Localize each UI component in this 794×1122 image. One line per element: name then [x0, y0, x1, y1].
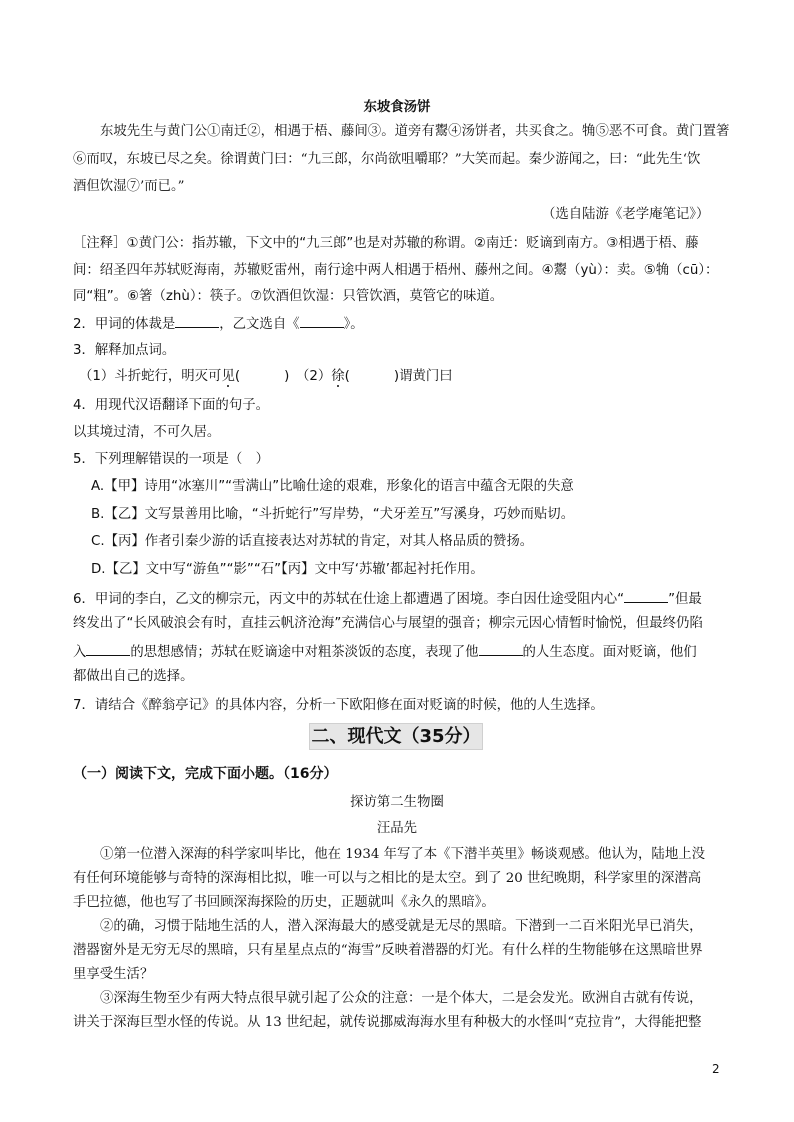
- option-d[interactable]: D.【乙】文中写“游鱼”“影”“石”【丙】文中写‘苏辙’都起衬托作用。: [91, 562, 484, 577]
- article-paragraph-line: 讲关于深海巨型水怪的传说。从 13 世纪起，就传说挪威海海水里有种极大的水怪叫“克拉肯”，大得能把整: [73, 1015, 702, 1030]
- question-6-line: [73, 588, 702, 610]
- poem-line: 东坡先生与黄门公①南迁②，相遇于梧、藤间③。道旁有鬻④汤饼者，共买食之。觕⑤恶不可食。黄门置箸: [100, 124, 730, 139]
- notes-line: 间：绍圣四年苏轼贬海南，苏辙贬雷州，南行途中两人相遇于梧州、藤州之间。④鬻（yù）：卖。⑤觕（cū）：: [73, 263, 719, 278]
- poem-line: ⑥而叹，东坡已尽之矣。徐谓黄门曰：“九三郎，尔尚欲咀嚼耶？”大笑而起。秦少游闻之，曰：“此先生‘饮: [73, 152, 701, 167]
- q3-paren-open: (: [234, 369, 241, 384]
- question-5-stem: 5．下列理解错误的一项是（ ）: [73, 452, 269, 467]
- answer-blank[interactable]: [479, 641, 523, 656]
- poem-source: （选自陆游《老学庵笔记》）: [542, 207, 710, 222]
- subsection-heading: （一）阅读下文，完成下面小题。（16分）: [73, 766, 338, 782]
- question-2: [73, 313, 364, 335]
- q6-text: 入: [73, 645, 87, 660]
- article-paragraph-line: 里享受生活？: [73, 967, 154, 982]
- answer-blank[interactable]: [300, 313, 344, 328]
- article-paragraph-line: ③深海生物至少有两大特点很早就引起了公众的注意：一是个体大，二是会发光。欧洲自古就有传说，: [100, 991, 703, 1006]
- question-3-items: [79, 367, 453, 387]
- article-author: 汪品先: [376, 821, 418, 836]
- article-paragraph-line: 有任何环境能够与奇特的深海相比拟，唯一可以与之相比的是太空。到了 20 世纪晚期，科学家里的深潜高: [73, 871, 702, 886]
- article-paragraph-line: 潜器窗外是无穷无尽的黑暗，只有星星点点的“海雪”反映着潜器的灯光。有什么样的生物能够在这黑暗世界: [73, 943, 703, 958]
- question-4-stem: 4．用现代汉语翻译下面的句子。: [73, 398, 269, 413]
- poem-title: 东坡食汤饼: [363, 99, 431, 115]
- article-paragraph-line: ①第一位潜入深海的科学家叫毕比，他在 1934 年写了本《下潜半英里》畅谈观感。他认为，陆地上没: [100, 847, 705, 862]
- dotted-word: 见: [221, 369, 235, 384]
- q2-text-b: ，乙文选自《: [219, 317, 300, 332]
- q6-text: 6．甲词的李白，乙文的柳宗元，丙文中的苏轼在仕途上都遭遇了困境。李白因仕途受阻内心“: [73, 592, 625, 607]
- question-6-line: [73, 641, 697, 663]
- q6-text: 的人生态度。面对贬谪，他们: [522, 645, 697, 660]
- article-title: 探访第二生物圈: [350, 795, 444, 810]
- q3-item2-text: )谓黄门曰: [393, 369, 453, 384]
- q3-item1-text: （1）斗折蛇行，明灭可: [79, 369, 222, 384]
- q3-item2-label: ) （2）: [284, 369, 332, 384]
- option-b[interactable]: B.【乙】文写景善用比喻，“斗折蛇行”写岸势，“犬牙差互”写溪身，巧妙而贴切。: [91, 507, 575, 522]
- page-number: 2: [712, 1062, 720, 1076]
- option-a[interactable]: A.【甲】诗用“冰塞川”“雪满山”比喻仕途的艰难，形象化的语言中蕴含无限的失意: [91, 479, 574, 494]
- option-c[interactable]: C.【丙】作者引秦少游的话直接表达对苏轼的肯定，对其人格品质的赞扬。: [91, 534, 534, 549]
- poem-line: 酒但饮湿⑦’而已。”: [73, 179, 185, 194]
- q6-text: ”但最: [668, 592, 702, 607]
- question-6-line: 终发出了“长风破浪会有时，直挂云帆济沧海”充满信心与展望的强音；柳宗元因心情暂时愉悦，但最终仍陷: [73, 616, 703, 631]
- question-4-sentence: 以其境过清，不可久居。: [73, 425, 221, 440]
- question-3-stem: 3．解释加点词。: [73, 343, 176, 358]
- notes-line: 同“粗”。⑥箸（zhù）：筷子。⑦饮酒但饮湿：只管饮酒，莫管它的味道。: [73, 289, 504, 304]
- dotted-word: 徐: [331, 369, 345, 384]
- notes-line: ［注释］①黄门公：指苏辙，下文中的“九三郎”也是对苏辙的称谓。②南迁：贬谪到南方。③相遇于梧、藤: [73, 236, 699, 251]
- q3-paren-open: (: [344, 369, 350, 384]
- section-heading: 二、现代文（35分）: [309, 723, 483, 750]
- q6-text: 的思想感情；苏轼在贬谪途中对粗茶淡饭的态度，表现了他: [130, 645, 479, 660]
- answer-blank[interactable]: [624, 588, 668, 603]
- article-paragraph-line: 手巴拉德，他也写了书回顾深海探险的历史，正题就叫《永久的黑暗》。: [73, 895, 495, 910]
- article-paragraph-line: ②的确，习惯于陆地生活的人，潜入深海最大的感受就是无尽的黑暗。下潜到一二百米阳光早已消失，: [100, 919, 703, 934]
- answer-blank[interactable]: [175, 313, 219, 328]
- q2-text-c: 》。: [343, 317, 364, 332]
- question-6-line: 都做出自己的选择。: [73, 669, 194, 684]
- question-7: 7．请结合《醉翁亭记》的具体内容，分析一下欧阳修在面对贬谪的时候，他的人生选择。: [73, 698, 604, 713]
- q2-text-a: 2．甲词的体裁是: [73, 317, 176, 332]
- answer-blank[interactable]: [86, 641, 130, 656]
